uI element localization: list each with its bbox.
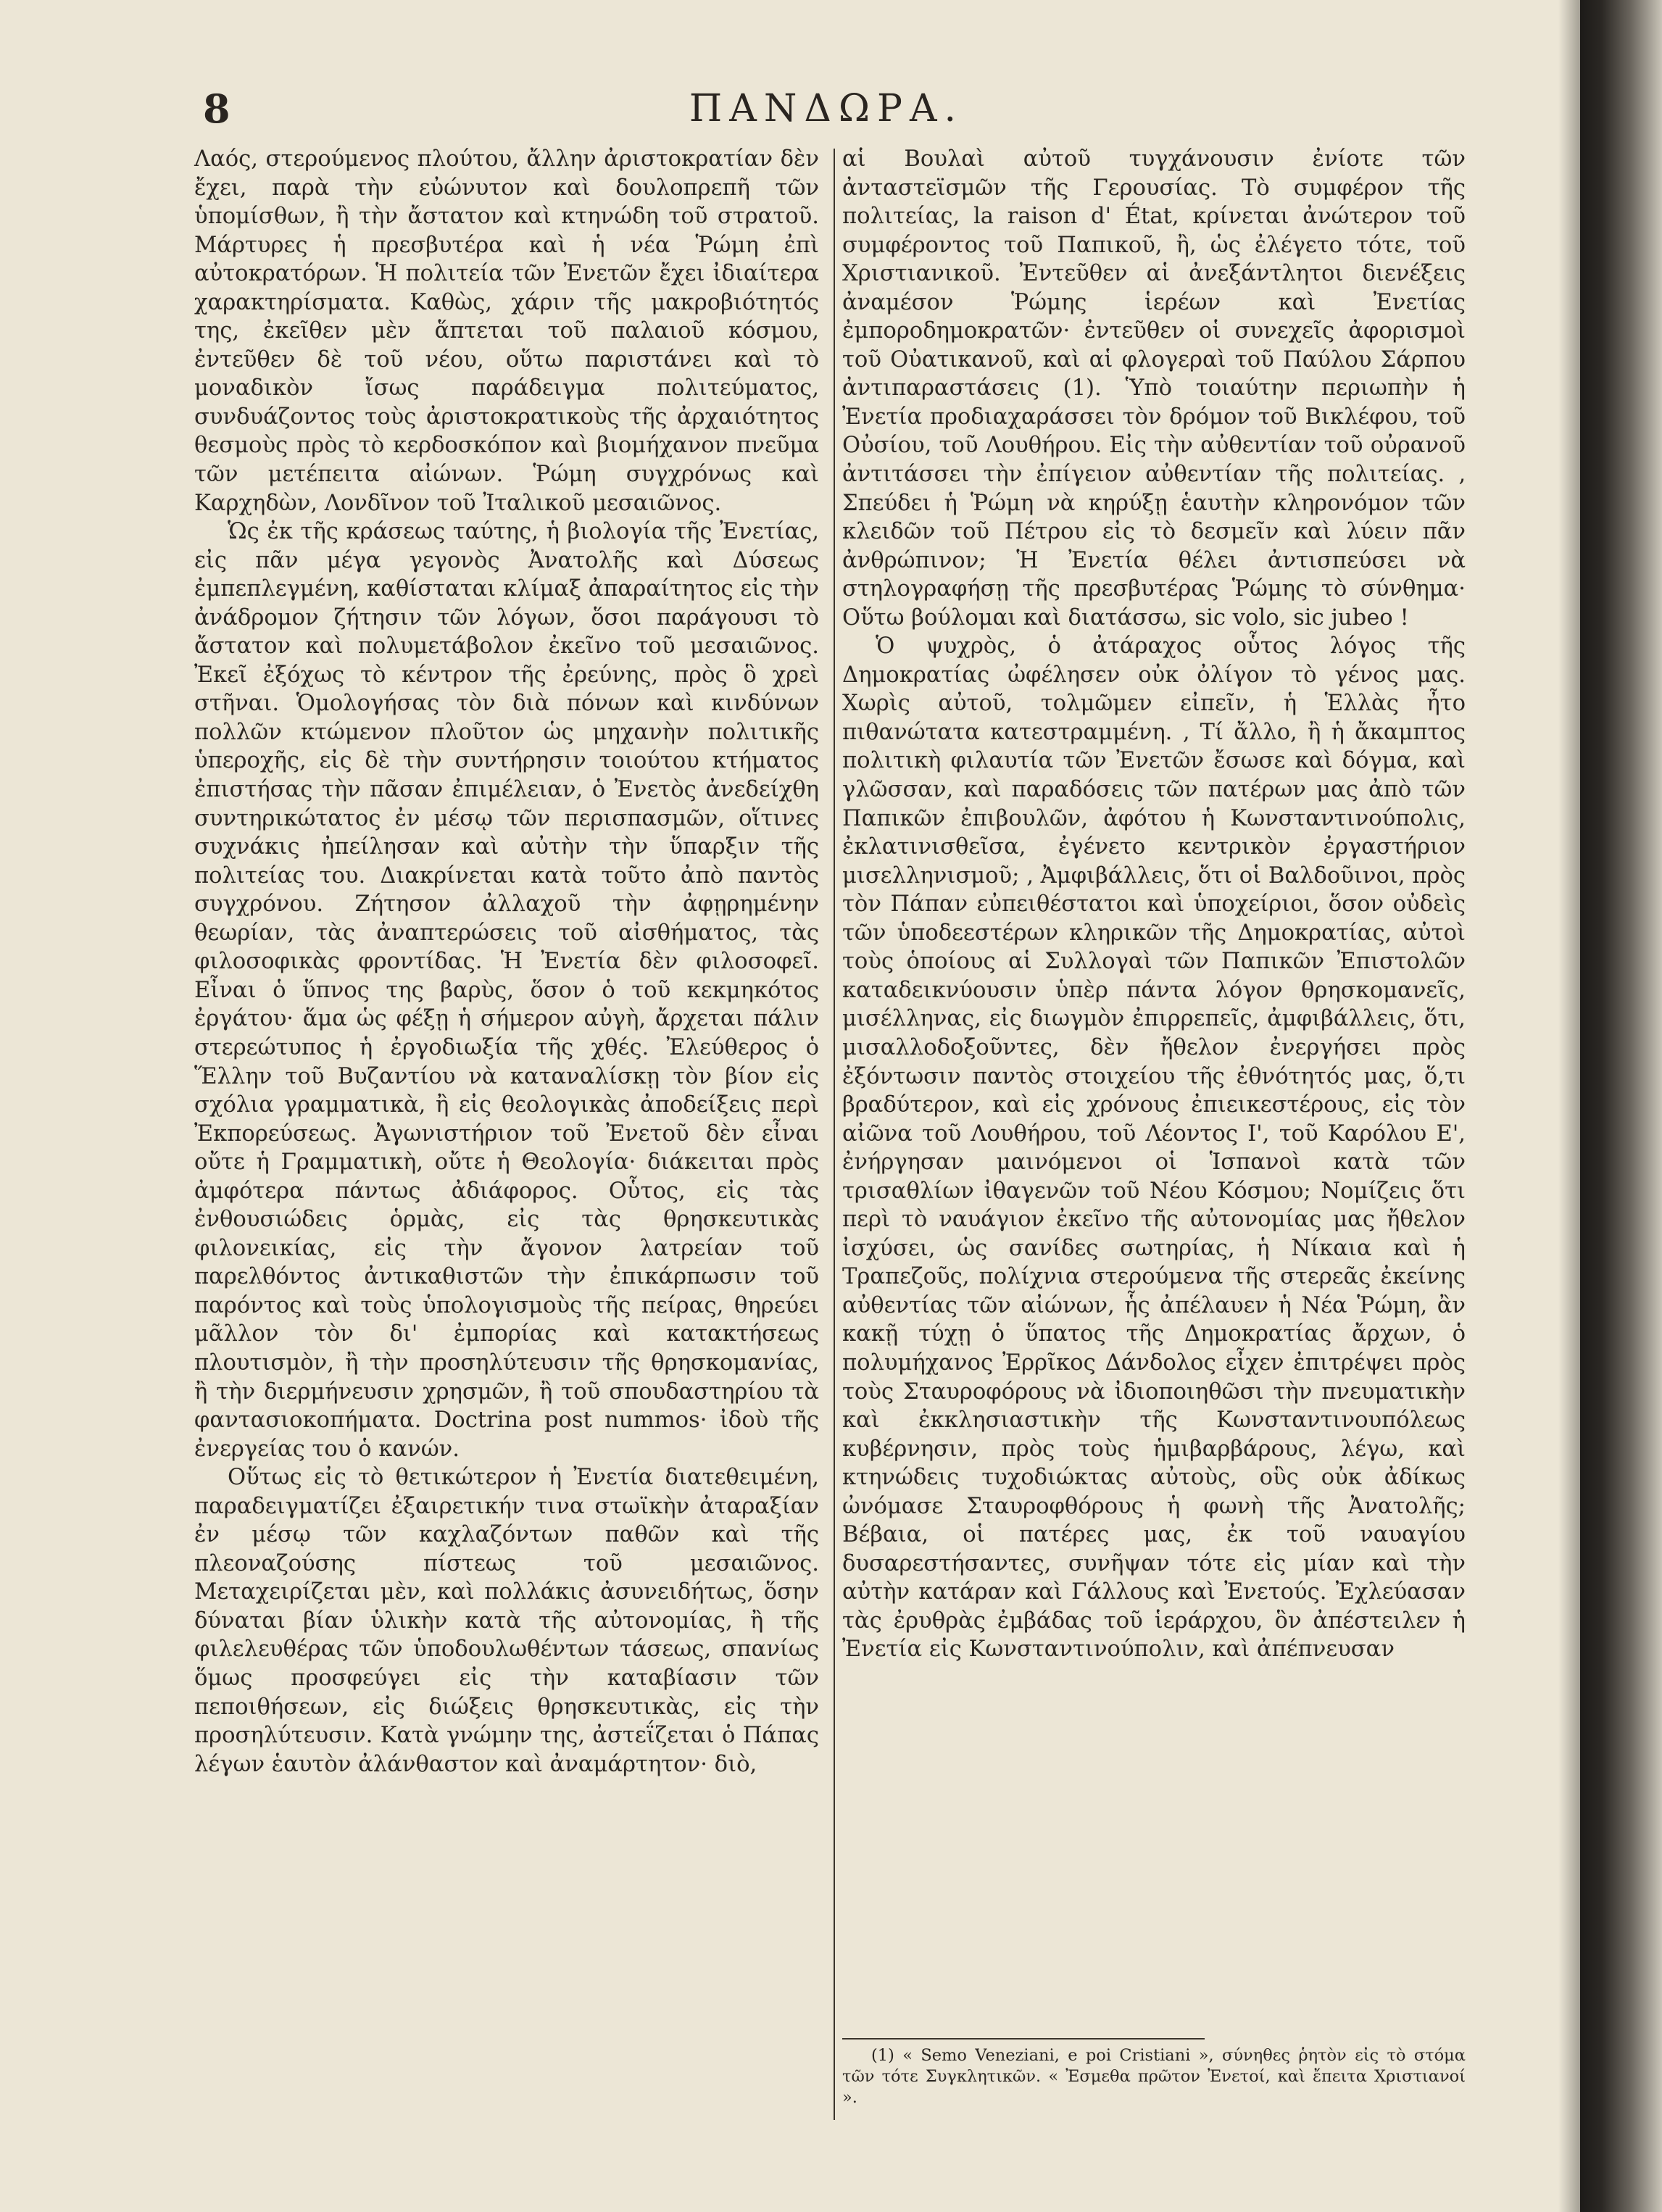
right-column [842,145,1466,1664]
page-shadow [1558,0,1583,2212]
column-divider [834,149,835,2120]
left-column [194,145,819,1779]
paragraph: Ὁ ψυχρὸς, ὁ ἀτάραχος οὗτος λόγος τῆς Δημοκρατίας ὠφέλησεν οὐκ ὀλίγον τὸ γένος μας. Χωρὶς αὐτοῦ, τολμῶμεν εἰπεῖν, ἡ Ἑλλὰς ἦτο πιθανώτατα κατεστραμμένη. ‚ Τί ἄλλο, ἢ ἡ ἄκαμπτος πολιτικὴ φιλαυτία τῶν Ἐνετῶν ἔσωσε καὶ δόγμα, καὶ γλῶσσαν, καὶ παραδόσεις τῶν πατέρων μας ἀπὸ τῶν Παπικῶν ἐπιβουλῶν, ἀφότου ἡ Κωνσταντινούπολις, ἐκλατινισθεῖσα, ἐγένετο κεντρικὸν ἐργαστήριον μισελληνισμοῦ; ‚ Ἀμφιβάλλεις, ὅτι οἱ Βαλδοῦινοι, πρὸς τὸν Πάπαν εὐπειθέστατοι καὶ ὑποχείριοι, ὅσον οὐδεὶς τῶν ὑποδεεστέρων κληρικῶν τῆς Δημοκρατίας, αὐτοὶ τοὺς ὁποίους αἱ Συλλογαὶ τῶν Παπικῶν Ἐπιστολῶν καταδεικνύουσιν ὑπὲρ πάντα λόγον θρησκομανεῖς, μισέλληνας, εἰς διωγμὸν ἐπιρρεπεῖς, ἀμφιβάλλεις, ὅτι, μισαλλοδοξοῦντες, δὲν ἤθελον ἐνεργήσει πρὸς ἐξόντωσιν παντὸς στοιχείου τῆς ἐθνότητός μας, ὅ,τι βραδύτερον, καὶ εἰς χρόνους ἐπιεικεστέρους, εἰς τὸν αἰῶνα τοῦ Λουθήρου, τοῦ Λέοντος Ι', τοῦ Καρόλου Ε', ἐνήργησαν μαινόμενοι οἱ Ἱσπανοὶ κατὰ τῶν τρισαθλίων ἰθαγενῶν τοῦ Νέου Κόσμου; Νομίζεις ὅτι περὶ τὸ ναυάγιον ἐκεῖνο τῆς αὐτονομίας μας ἤθελον ἰσχύσει, ὡς σανίδες σωτηρίας, ἡ Νίκαια καὶ ἡ Τραπεζοῦς, πολίχνια στερούμενα τῆς στερεᾶς ἐκείνης αὐθεντίας τῶν αἰώνων, ἧς ἀπέλαυεν ἡ Νέα Ῥώμη, ἂν κακῇ τύχῃ ὁ ὕπατος τῆς Δημοκρατίας ἄρχων, ὁ πολυμήχανος Ἐρρῖκος Δάνδολος εἶχεν ἐπιτρέψει πρὸς τοὺς Σταυροφόρους νὰ ἰδιοποιηθῶσι τὴν πνευματικὴν καὶ ἐκκλησιαστικὴν τῆς Κωνσταντινουπόλεως κυβέρνησιν, πρὸς τοὺς ἡμιβαρβάρους, λέγω, καὶ κτηνώδεις τυχοδιώκτας αὐτοὺς, οὓς οὐκ ἀδίκως ὠνόμασε Σταυροφθόρους ἡ φωνὴ τῆς Ἀνατολῆς; Βέβαια, οἱ πατέρες μας, ἐκ τοῦ ναυαγίου δυσαρεστήσαντες, συνῆψαν τότε εἰς μίαν καὶ τὴν αὐτὴν κατάραν καὶ Γάλλους καὶ Ἐνετούς. Ἐχλεύασαν τὰς ἐρυθρὰς ἐμβάδας τοῦ ἱεράρχου, ὃν ἀπέστειλεν ἡ Ἐνετία εἰς Κωνσταντινούπολιν, καὶ ἀπέπνευσαν [842,633,1466,1663]
book-spine [1580,0,1662,2212]
paragraph: Οὕτως εἰς τὸ θετικώτερον ἡ Ἐνετία διατεθειμένη, παραδειγματίζει ἐξαιρετικήν τινα στωϊκὴν ἀταραξίαν ἐν μέσῳ τῶν καχλαζόντων παθῶν καὶ τῆς πλεοναζούσης πίστεως τοῦ μεσαιῶνος. Μεταχειρίζεται μὲν, καὶ πολλάκις ἀσυνειδήτως, ὅσην δύναται βίαν ὑλικὴν κατὰ τῆς αὐτονομίας, ἢ τῆς φιλελευθέρας τῶν ὑποδουλωθέντων τάσεως, σπανίως ὅμως προσφεύγει εἰς τὴν καταβίασιν τῶν πεποιθήσεων, εἰς διώξεις θρησκευτικὰς, εἰς τὴν προσηλύτευσιν. Κατὰ γνώμην της, ἀστεΐζεται ὁ Πάπας λέγων ἑαυτὸν ἀλάνθαστον καὶ ἀναμάρτητον· διὸ, [194,1465,819,1777]
footnote-text: (1) « Semo Veneziani, e poi Cristiani », σύνηθες ῥητὸν εἰς τὸ στόμα τῶν τότε Συγκλητικῶν. « Ἐσμεθα πρῶτον Ἐνετοί, καὶ ἔπειτα Χριστιανοί ». [842,2046,1466,2107]
footnote [842,2045,1466,2108]
footnote-rule [842,2038,1205,2040]
page-header [174,80,1479,138]
paragraph: Ὡς ἐκ τῆς κράσεως ταύτης, ἡ βιολογία τῆς Ἐνετίας, εἰς πᾶν μέγα γεγονὸς Ἀνατολῆς καὶ Δύσεως ἐμπεπλεγμένη, καθίσταται κλίμαξ ἀπαραίτητος εἰς τὴν ἀνάδρομον ζήτησιν τῶν λόγων, ὅσοι παράγουσι τὸ ἄστατον καὶ πολυμετάβολον ἐκεῖνο τοῦ μεσαιῶνος. Ἐκεῖ ἐξόχως τὸ κέντρον τῆς ἐρεύνης, πρὸς ὃ χρεὶ στῆναι. Ὁμολογήσας τὸν διὰ πόνων καὶ κινδύνων πολλῶν κτώμενον πλοῦτον ὡς μηχανὴν πολιτικῆς ὑπεροχῆς, εἰς δὲ τὴν συντήρησιν τοιούτου κτήματος ἐπιστήσας τὴν πᾶσαν ἐπιμέλειαν, ὁ Ἐνετὸς ἀνεδείχθη συντηρικώτατος ἐν μέσῳ τῶν περισπασμῶν, οἵτινες συχνάκις ἠπείλησαν καὶ αὐτὴν τὴν ὕπαρξιν τῆς πολιτείας του. Διακρίνεται κατὰ τοῦτο ἀπὸ παντὸς συγχρόνου. Ζήτησον ἀλλαχοῦ τὴν ἀφῃρημένην θεωρίαν, τὰς ἀναπτερώσεις τοῦ αἰσθήματος, τὰς φιλοσοφικὰς φροντίδας. Ἡ Ἐνετία δὲν φιλοσοφεῖ. Εἶναι ὁ ὕπνος της βαρὺς, ὅσον ὁ τοῦ κεκμηκότος ἐργάτου· ἅμα ὡς φέξῃ ἡ σήμερον αὐγὴ, ἄρχεται πάλιν στερεώτυπος ἡ ἐργοδιωξία τῆς χθές. Ἐλεύθερος ὁ Ἕλλην τοῦ Βυζαντίου νὰ καταναλίσκῃ τὸν βίον εἰς σχόλια γραμματικὰ, ἢ εἰς θεολογικὰς ἀποδείξεις περὶ Ἐκπορεύσεως. Ἀγωνιστήριον τοῦ Ἐνετοῦ δὲν εἶναι οὔτε ἡ Γραμματικὴ, οὔτε ἡ Θεολογία· διάκειται πρὸς ἀμφότερα πάντως ἀδιάφορος. Οὗτος, εἰς τὰς ἐνθουσιώδεις ὁρμὰς, εἰς τὰς θρησκευτικὰς φιλονεικίας, εἰς τὴν ἄγονον λατρείαν τοῦ παρελθόντος ἀντικαθιστῶν τὴν ἐπικάρπωσιν τοῦ παρόντος καὶ τοὺς ὑπολογισμοὺς τῆς πείρας, θηρεύει μᾶλλον τὸν δι' ἐμπορίας καὶ κατακτήσεως πλουτισμὸν, ἢ τὴν προσηλύτευσιν τῆς θρησκομανίας, ἢ τὴν διερμήνευσιν χρησμῶν, ἢ τοῦ σπουδαστηρίου τὰ φαντασιοκοπήματα. Doctrina post nummos· ἰδοὺ τῆς ἐνεργείας του ὁ κανών. [194,519,819,1462]
paragraph: αἱ Βουλαὶ αὐτοῦ τυγχάνουσιν ἐνίοτε τῶν ἀνταστεϊσμῶν τῆς Γερουσίας. Τὸ συμφέρον τῆς πολιτείας, la raison d' État, κρίνεται ἀνώτερον τοῦ συμφέροντος τοῦ Παπικοῦ, ἢ, ὡς ἐλέγετο τότε, τοῦ Χριστιανικοῦ. Ἐντεῦθεν αἱ ἀνεξάντλητοι διενέξεις ἀναμέσον Ῥώμης ἱερέων καὶ Ἐνετίας ἐμποροδημοκρατῶν· ἐντεῦθεν οἱ συνεχεῖς ἀφορισμοὶ τοῦ Οὐατικανοῦ, καὶ αἱ φλογεραὶ τοῦ Παύλου Σάρπου ἀντιπαραστάσεις (1). Ὑπὸ τοιαύτην περιωπὴν ἡ Ἐνετία προδιαχαράσσει τὸν δρόμον τοῦ Βικλέφου, τοῦ Οὐσίου, τοῦ Λουθήρου. Εἰς τὴν αὐθεντίαν τοῦ οὐρανοῦ ἀντιτάσσει τὴν ἐπίγειον αὐθεντίαν τῆς πολιτείας. ‚ Σπεύδει ἡ Ῥώμη νὰ κηρύξῃ ἑαυτὴν κληρονόμον τῶν κλειδῶν τοῦ Πέτρου εἰς τὸ δεσμεῖν καὶ λύειν πᾶν ἀνθρώπινον; Ἡ Ἐνετία θέλει ἀντισπεύσει νὰ στηλογραφήσῃ τῆς πρεσβυτέρας Ῥώμης τὸ σύνθημα· Οὕτω βούλομαι καὶ διατάσσω, sic volo, sic jubeo ! [842,146,1466,631]
page-number: 8 [203,86,230,132]
journal-title: ΠΑΝΔΩΡΑ. [689,87,964,130]
paragraph: Λαός, στερούμενος πλούτου, ἄλλην ἀριστοκρατίαν δὲν ἔχει, παρὰ τὴν εὐώνυτον καὶ δουλοπρεπῆ τῶν ὑπομίσθων, ἢ τὴν ἄστατον καὶ κτηνώδη τοῦ στρατοῦ. Μάρτυρες ἡ πρεσβυτέρα καὶ ἡ νέα Ῥώμη ἐπὶ αὐτοκρατόρων. Ἡ πολιτεία τῶν Ἐνετῶν ἔχει ἰδιαίτερα χαρακτηρίσματα. Καθὼς, χάριν τῆς μακροβιότητός της, ἐκεῖθεν μὲν ἅπτεται τοῦ παλαιοῦ κόσμου, ἐντεῦθεν δὲ τοῦ νέου, οὕτω παριστάνει καὶ τὸ μοναδικὸν ἴσως παράδειγμα πολιτεύματος, συνδυάζοντος τοὺς ἀριστοκρατικοὺς τῆς ἀρχαιότητος θεσμοὺς πρὸς τὸ κερδοσκόπον καὶ βιομήχανον πνεῦμα τῶν μετέπειτα αἰώνων. Ῥώμη συγχρόνως καὶ Καρχηδὼν, Λονδῖνον τοῦ Ἰταλικοῦ μεσαιῶνος. [194,146,819,516]
